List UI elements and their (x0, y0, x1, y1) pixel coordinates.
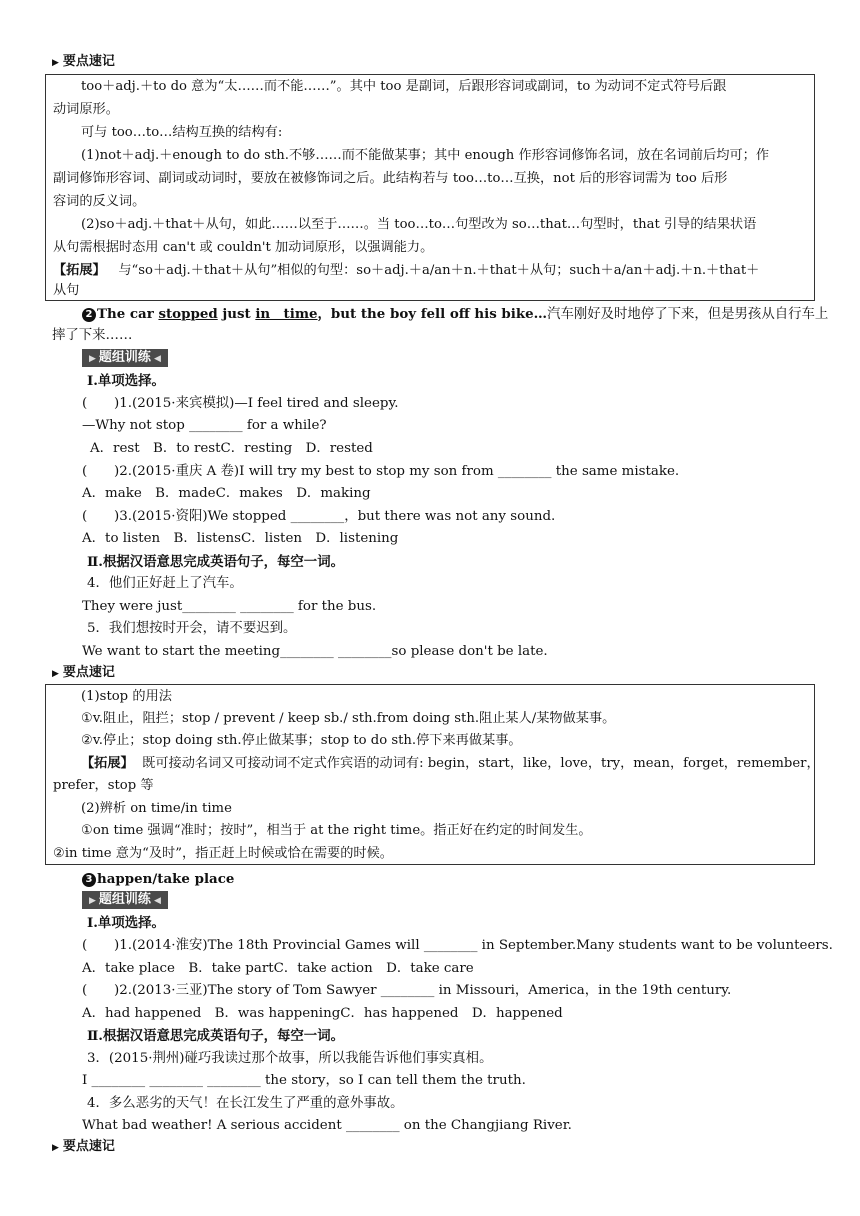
question: ( )1.(2014·淮安)The 18th Provincial Games will ________ in September.Many students want to be volunteers. (82, 938, 833, 953)
question-cn: 5．我们想按时开会，请不要迟到。 (87, 621, 297, 636)
options: A．take place B．take partC．take action D．take care (82, 961, 474, 976)
point-heading: 2 The car stopped just in time，but the boy fell off his bike…汽车刚好及时地停了下来，但是男孩从自行车上 (82, 304, 828, 325)
box-line: ①v.阻止，阻拦；stop / prevent / keep sb./ sth.from doing sth.阻止某人/某物做某事。 (81, 711, 616, 726)
arrow-right-icon: ▶ (89, 896, 96, 906)
question: ( )3.(2015·资阳)We stopped ________，but there was not any sound. (82, 509, 556, 524)
part-title: Ⅱ.根据汉语意思完成英语句子，每空一词。 (87, 1028, 344, 1044)
part-title: Ⅰ.单项选择。 (87, 373, 165, 389)
arrow-left-icon: ◀ (153, 354, 161, 364)
question-en: They were just________ ________ for the bus. (82, 599, 377, 614)
box-line: 从句需根据时态用 can't 或 couldn't 加动词原形，以强调能力。 (53, 240, 434, 255)
box-line: 从句 (53, 283, 80, 298)
key-points-box (45, 684, 820, 865)
question-cn: 3．(2015·荆州)碰巧我读过那个故事，所以我能告诉他们事实真相。 (87, 1051, 493, 1066)
box-line: (1)not＋adj.＋enough to do sth.不够……而不能做某事；其中 enough 作形容词修饰名词，放在名词前后均可；作 (81, 148, 770, 163)
question-en: I ________ ________ ________ the story，so I can tell them the truth. (82, 1073, 526, 1088)
point-heading: 3 happen/take place (82, 869, 234, 889)
triangle-icon: ▶ (52, 669, 59, 679)
box-line: prefer，stop 等 (53, 778, 154, 793)
box-line-expand (53, 261, 759, 281)
expand-text: 与“so＋adj.＋that＋从句”相似的句型：so＋adj.＋a/an＋n.＋that＋从句；such＋a/an＋adj.＋n.＋that＋ (118, 263, 760, 278)
practice-badge: ▶ 题组训练 ◀ (82, 891, 168, 909)
question-en: We want to start the meeting________ ________so please don't be late. (82, 644, 548, 659)
triangle-icon: ▶ (52, 1143, 59, 1153)
box-line: 副词修饰形容词、副词或动词时，要放在被修饰词之后。此结构若与 too…to…互换，not 后的形容词需为 too 后形 (53, 171, 728, 186)
question-line: —Why not stop ________ for a while? (82, 418, 327, 433)
box-line: too＋adj.＋to do 意为“太……而不能……”。其中 too 是副词，后跟形容词或副词，to 为动词不定式符号后跟 (81, 79, 727, 94)
arrow-left-icon: ◀ (153, 896, 161, 906)
box-line: ①on time 强调“准时；按时”，相当于 at the right time。指正好在约定的时间发生。 (81, 823, 592, 838)
question-cn: 4．他们正好赶上了汽车。 (87, 576, 243, 591)
number-badge-icon: 2 (82, 308, 96, 322)
expand-label: 【拓展】 (81, 756, 134, 771)
part-title: Ⅰ.单项选择。 (87, 915, 165, 931)
key-points-box (45, 74, 815, 301)
options: A．to listen B．listensC．listen D．listening (82, 531, 399, 546)
question: ( )2.(2015·重庆 A 卷)I will try my best to stop my son from ________ the same mistake. (82, 464, 680, 479)
box-line: (2)辨析 on time/in time (81, 801, 232, 816)
box-line-expand (81, 754, 820, 774)
box-line: ②in time 意为“及时”，指正赶上时候或恰在需要的时候。 (53, 846, 393, 861)
section-heading: ▶ 要点速记 (52, 54, 115, 69)
question: ( )1.(2015·来宾模拟)—I feel tired and sleepy. (82, 396, 399, 411)
box-line: 容词的反义词。 (53, 194, 146, 209)
options: A．make B．madeC．makes D．making (82, 486, 371, 501)
question: ( )2.(2013·三亚)The story of Tom Sawyer ________ in Missouri，America，in the 19th century. (82, 983, 732, 998)
triangle-icon: ▶ (52, 58, 59, 68)
box-line: ②v.停止；stop doing sth.停止做某事；stop to do sth.停下来再做某事。 (81, 733, 522, 748)
arrow-right-icon: ▶ (89, 354, 96, 364)
question-cn: 4．多么恶劣的天气！在长江发生了严重的意外事故。 (87, 1096, 404, 1111)
box-line: (2)so＋adj.＋that＋从句，如此……以至于……。当 too…to…句型改为 so…that…句型时，that 引导的结果状语 (81, 217, 757, 232)
box-line: 动词原形。 (53, 102, 119, 117)
expand-text: 既可接动名词又可接动词不定式作宾语的动词有: begin，start，like，love，try，mean，forget，remember， (142, 756, 820, 771)
part-title: Ⅱ.根据汉语意思完成英语句子，每空一词。 (87, 554, 344, 570)
number-badge-icon: 3 (82, 873, 96, 887)
question-en: What bad weather! A serious accident ________ on the Changjiang River. (82, 1118, 572, 1133)
practice-badge: ▶ 题组训练 ◀ (82, 349, 168, 367)
point-heading-cont: 摔了下来…… (52, 328, 133, 343)
section-heading: ▶ 要点速记 (52, 1139, 115, 1154)
box-line: (1)stop 的用法 (81, 689, 172, 704)
expand-label: 【拓展】 (53, 263, 106, 278)
options: A．had happened B．was happeningC．has happened D．happened (82, 1006, 563, 1021)
options: A．rest B．to restC．resting D．rested (90, 441, 373, 456)
box-line: 可与 too…to…结构互换的结构有: (81, 125, 283, 140)
section-heading: ▶ 要点速记 (52, 665, 115, 680)
